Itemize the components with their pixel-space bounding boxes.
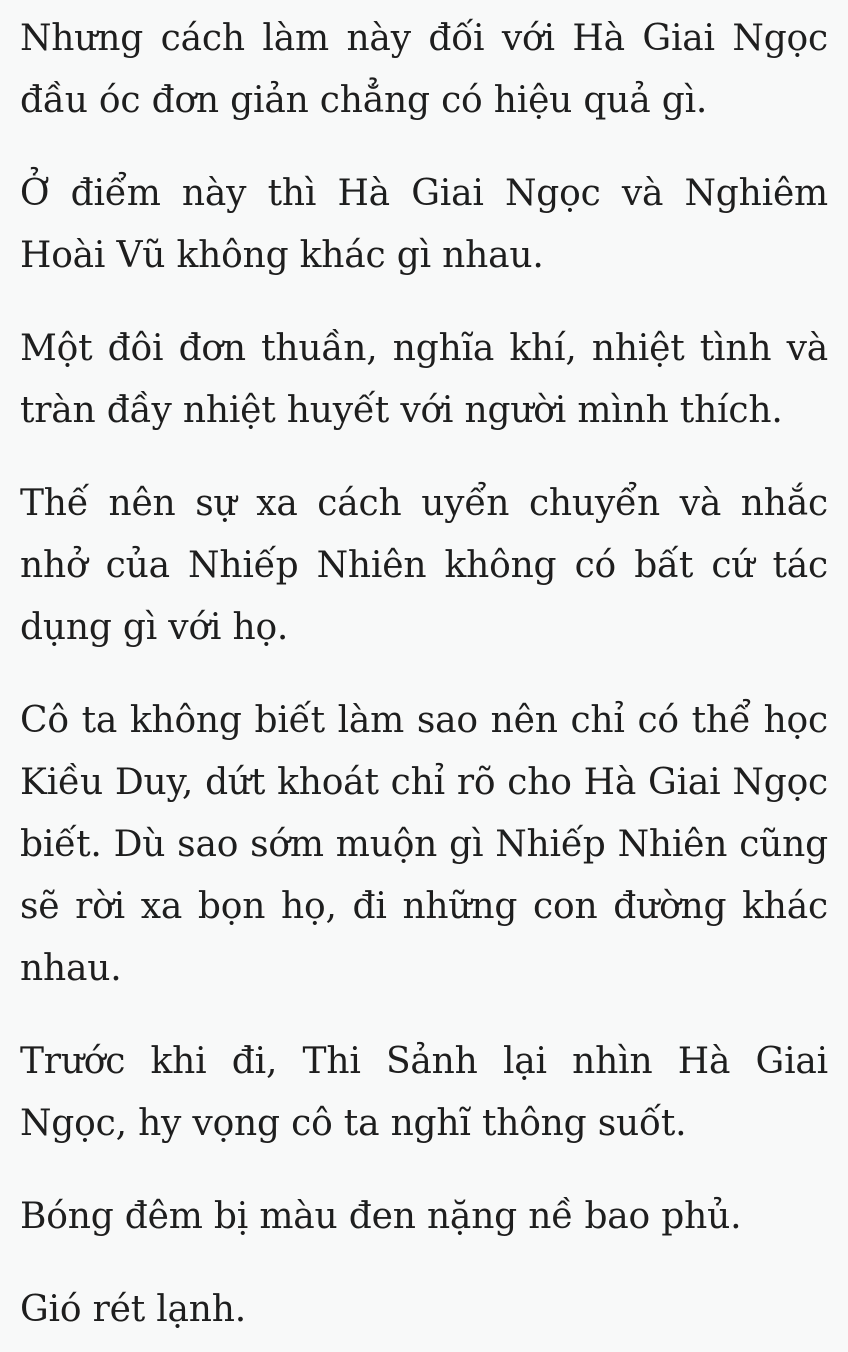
story-paragraph: Gió rét lạnh. bbox=[20, 1289, 247, 1330]
story-paragraph: Trước khi đi, Thi Sảnh lại nhìn Hà Giai Ngọc, hy vọng cô ta nghĩ thông suốt. bbox=[20, 1041, 828, 1144]
story-paragraph: Thế nên sự xa cách uyển chuyển và nhắc nhở của Nhiếp Nhiên không có bất cứ tác dụng gì với họ. bbox=[20, 483, 828, 648]
story-paragraph: Cô ta không biết làm sao nên chỉ có thể học Kiều Duy, dứt khoát chỉ rõ cho Hà Giai Ngọc biết. Dù sao sớm muộn gì Nhiếp Nhiên cũng sẽ rời xa bọn họ, đi những con đường khác nhau. bbox=[20, 700, 828, 989]
story-paragraph: Ở điểm này thì Hà Giai Ngọc và Nghiêm Hoài Vũ không khác gì nhau. bbox=[20, 173, 828, 276]
story-paragraph: Một đôi đơn thuần, nghĩa khí, nhiệt tình và tràn đầy nhiệt huyết với người mình thích. bbox=[20, 328, 828, 431]
story-paragraph: Bóng đêm bị màu đen nặng nề bao phủ. bbox=[20, 1196, 742, 1237]
story-paragraph: Nhưng cách làm này đối với Hà Giai Ngọc đầu óc đơn giản chẳng có hiệu quả gì. bbox=[20, 18, 828, 121]
